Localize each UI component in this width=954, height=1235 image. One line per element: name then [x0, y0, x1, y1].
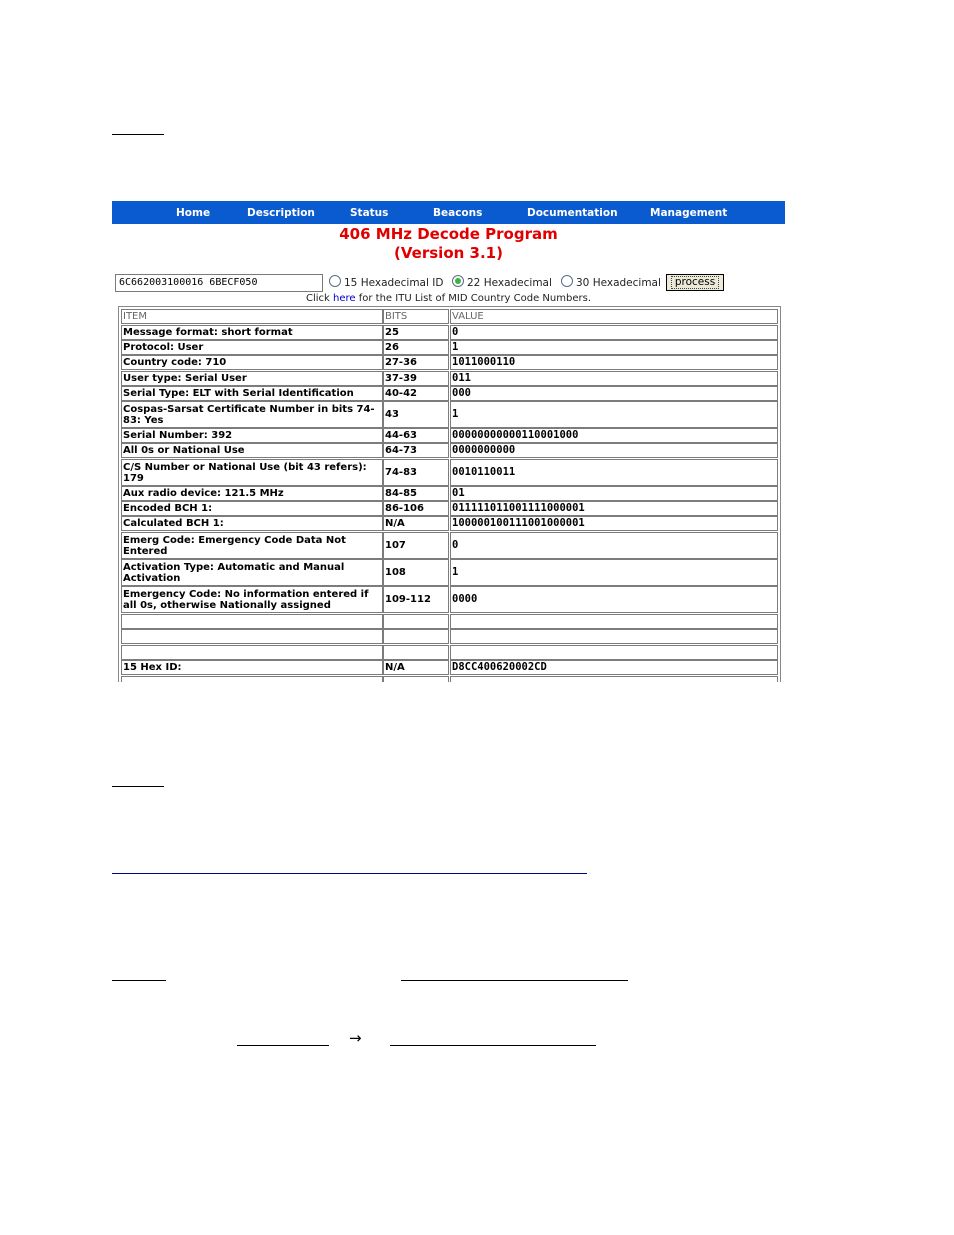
table-cell-item: Cospas-Sarsat Certificate Number in bits 74-83: Yes — [121, 401, 383, 428]
radio-22-hex[interactable] — [452, 275, 464, 287]
table-cell-value: 0000 — [450, 586, 778, 613]
table-cell-value — [450, 676, 778, 682]
right-arrow-icon: → — [349, 1029, 362, 1047]
page-subtitle: (Version 3.1) — [394, 244, 503, 262]
table-cell-bits — [383, 676, 449, 682]
page-title: 406 MHz Decode Program — [339, 225, 558, 243]
radio-30-hex-label: 30 Hexadecimal — [576, 277, 661, 289]
table-cell-item: Emerg Code: Emergency Code Data Not Entered — [121, 532, 383, 559]
table-cell-bits: 44-63 — [383, 428, 449, 443]
table-header-value: VALUE — [450, 309, 778, 324]
table-cell-bits: 37-39 — [383, 371, 449, 386]
table-cell-value: 100000100111001000001 — [450, 516, 778, 531]
table-cell-item — [121, 645, 383, 660]
table-cell-item — [121, 676, 383, 682]
table-cell-value: 0 — [450, 325, 778, 340]
table-cell-value: 0010110011 — [450, 459, 778, 486]
table-cell-bits: 109-112 — [383, 586, 449, 613]
table-cell-bits: 40-42 — [383, 386, 449, 401]
table-cell-value: 01 — [450, 486, 778, 501]
table-cell-value: 1 — [450, 401, 778, 428]
decode-program-screenshot — [112, 201, 785, 682]
radio-30-hex[interactable] — [561, 275, 573, 287]
table-cell-bits: 74-83 — [383, 459, 449, 486]
table-cell-item: User type: Serial User — [121, 371, 383, 386]
table-cell-bits: N/A — [383, 516, 449, 531]
underline-top — [112, 134, 164, 135]
table-cell-item: Calculated BCH 1: — [121, 516, 383, 531]
underline-d — [390, 1045, 596, 1046]
table-cell-item: Country code: 710 — [121, 355, 383, 370]
table-cell-bits — [383, 645, 449, 660]
table-cell-item: Activation Type: Automatic and Manual Activation — [121, 559, 383, 586]
table-cell-item: 15 Hex ID: — [121, 660, 383, 675]
radio-22-hex-label: 22 Hexadecimal — [467, 277, 552, 289]
process-button-label: process — [671, 276, 719, 289]
process-button[interactable] — [666, 274, 724, 291]
nav-bar — [112, 201, 785, 224]
table-cell-value: 00000000000110001000 — [450, 428, 778, 443]
table-cell-bits: 43 — [383, 401, 449, 428]
hex-input[interactable]: 6C662003100016 6BECF050 — [115, 274, 323, 292]
table-cell-value: D8CC400620002CD — [450, 660, 778, 675]
table-cell-value: 0 — [450, 532, 778, 559]
radio-15-hex[interactable] — [329, 275, 341, 287]
table-cell-value: 011 — [450, 371, 778, 386]
table-cell-item: Aux radio device: 121.5 MHz — [121, 486, 383, 501]
underline-b — [401, 980, 628, 981]
underline-a — [112, 980, 166, 981]
table-cell-bits: 108 — [383, 559, 449, 586]
table-cell-bits: 27-36 — [383, 355, 449, 370]
table-cell-bits — [383, 614, 449, 629]
table-cell-value — [450, 614, 778, 629]
table-cell-item: Encoded BCH 1: — [121, 501, 383, 516]
nav-description[interactable]: Description — [247, 207, 315, 219]
table-cell-item: All 0s or National Use — [121, 443, 383, 458]
table-cell-bits — [383, 629, 449, 644]
underline-c — [237, 1045, 329, 1046]
table-cell-value: 1 — [450, 340, 778, 355]
decode-table — [118, 306, 781, 682]
nav-home[interactable]: Home — [176, 207, 211, 219]
table-header-item: ITEM — [121, 309, 383, 324]
nav-documentation[interactable]: Documentation — [527, 207, 618, 219]
table-cell-item: C/S Number or National Use (bit 43 refers): 179 — [121, 459, 383, 486]
nav-management[interactable]: Management — [650, 207, 728, 219]
table-cell-value — [450, 629, 778, 644]
table-header-bits: BITS — [383, 309, 449, 324]
table-cell-value: 1011000110 — [450, 355, 778, 370]
hyperlink-underline[interactable] — [112, 873, 587, 874]
nav-status[interactable]: Status — [350, 207, 389, 219]
table-cell-item: Message format: short format — [121, 325, 383, 340]
table-cell-item — [121, 629, 383, 644]
table-cell-bits: 64-73 — [383, 443, 449, 458]
table-cell-bits: 107 — [383, 532, 449, 559]
table-cell-value: 011111011001111000001 — [450, 501, 778, 516]
itu-link[interactable]: here — [333, 293, 356, 304]
itu-suffix: for the ITU List of MID Country Code Numbers. — [355, 293, 591, 304]
table-cell-value: 000 — [450, 386, 778, 401]
underline-mid — [112, 786, 164, 787]
table-cell-item: Protocol: User — [121, 340, 383, 355]
radio-15-hex-label: 15 Hexadecimal ID — [344, 277, 444, 289]
table-cell-value — [450, 645, 778, 660]
table-cell-item — [121, 614, 383, 629]
table-cell-value: 0000000000 — [450, 443, 778, 458]
itu-note — [112, 293, 785, 304]
table-cell-bits: 86-106 — [383, 501, 449, 516]
table-cell-item: Serial Number: 392 — [121, 428, 383, 443]
table-cell-value: 1 — [450, 559, 778, 586]
itu-prefix: Click — [306, 293, 334, 304]
table-cell-bits: 26 — [383, 340, 449, 355]
table-cell-item: Emergency Code: No information entered if all 0s, otherwise Nationally assigned — [121, 586, 383, 613]
table-cell-bits: 84-85 — [383, 486, 449, 501]
table-cell-bits: 25 — [383, 325, 449, 340]
nav-beacons[interactable]: Beacons — [433, 207, 483, 219]
table-cell-bits: N/A — [383, 660, 449, 675]
table-cell-item: Serial Type: ELT with Serial Identification — [121, 386, 383, 401]
